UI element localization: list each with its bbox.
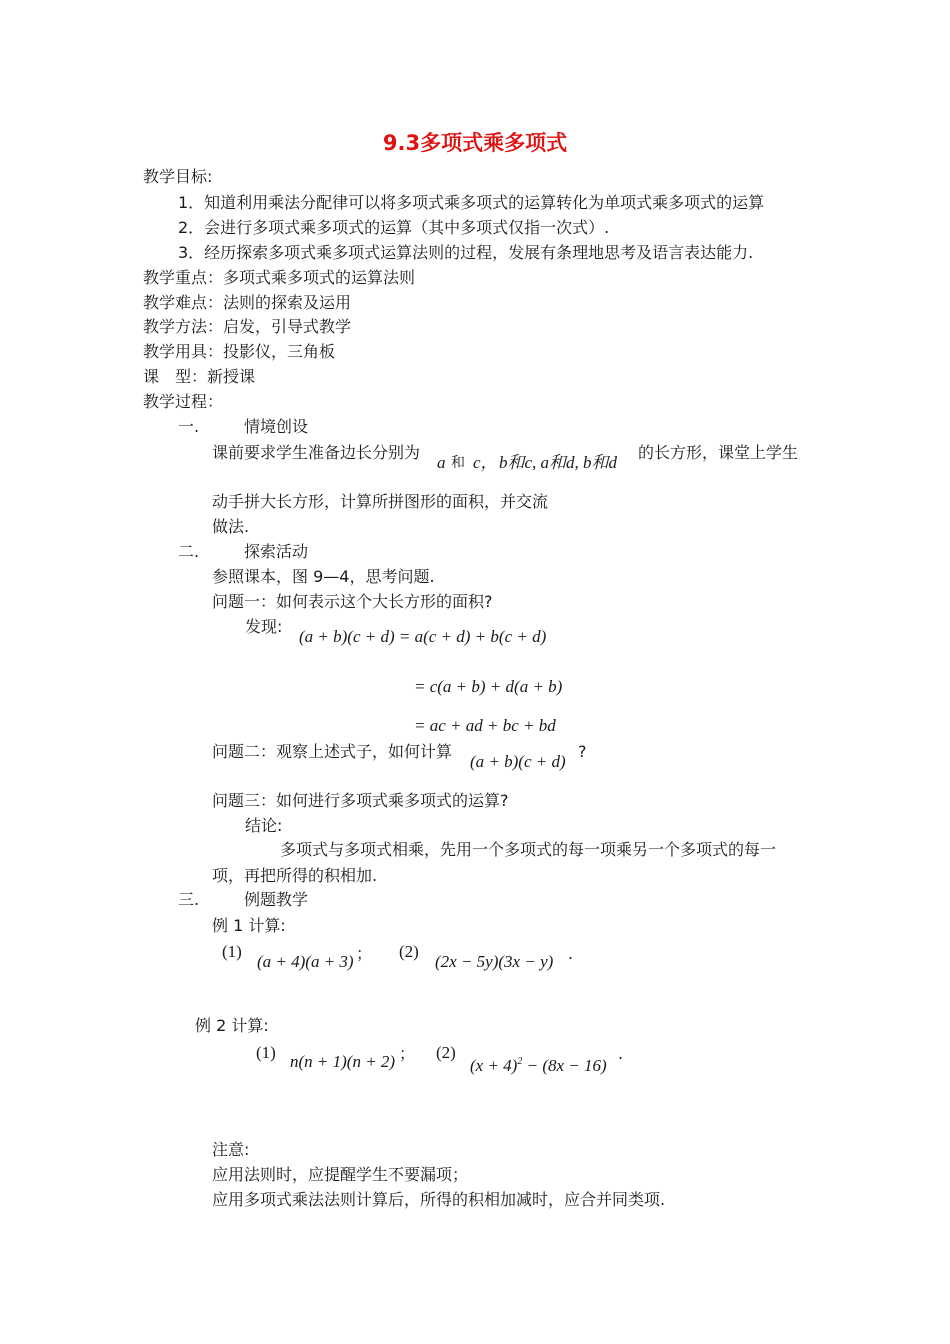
example-2-end: . — [618, 1044, 624, 1063]
example-1-part-2-label: (2) — [399, 942, 419, 961]
conclusion-line-2: 项，再把所得的积相加. — [212, 866, 378, 885]
example-1-expr-2: (2x − 5y)(3x − y) — [435, 952, 554, 971]
question-2-end: ? — [578, 742, 587, 761]
section-1-line-3: 做法. — [212, 517, 250, 536]
lesson-type: 课 型：新授课 — [143, 367, 256, 386]
section-3-title: 例题教学 — [244, 890, 309, 909]
equation-2: = c(a + b) + d(a + b) — [414, 677, 563, 696]
equation-3: = ac + ad + bc + bd — [414, 716, 556, 735]
teaching-method: 教学方法：启发，引导式教学 — [143, 317, 352, 336]
process-heading: 教学过程： — [143, 392, 224, 411]
notes-heading: 注意: — [212, 1140, 250, 1159]
key-point: 教学重点：多项式乘多项式的运算法则 — [143, 268, 416, 287]
section-1-title: 情境创设 — [244, 417, 309, 436]
and-text: 和 — [451, 455, 465, 471]
page-title: 9.3多项式乘多项式 — [382, 131, 568, 155]
example-2-part-2-label: (2) — [436, 1043, 456, 1062]
question-1: 问题一：如何表示这个大长方形的面积? — [212, 592, 493, 611]
example-2-separator: ； — [399, 1044, 416, 1063]
example-2-label: 例 2 计算: — [195, 1016, 269, 1035]
example-1-part-1-label: (1) — [222, 942, 242, 961]
section-3-number: 三. — [178, 890, 200, 909]
teaching-tools: 教学用具：投影仪，三角板 — [143, 342, 336, 361]
objective-3: 3．经历探索多项式乘多项式运算法则的过程，发展有条理地思考及语言表达能力. — [178, 243, 754, 262]
question-3: 问题三：如何进行多项式乘多项式的运算? — [212, 791, 509, 810]
objective-1: 1．知道利用乘法分配律可以将多项式乘多项式的运算转化为单项式乘多项式的运算 — [178, 193, 765, 212]
math-a: a — [437, 453, 446, 472]
section-1-number: 一. — [178, 417, 200, 436]
math-pairs: b和c, a和d, b和d — [499, 453, 618, 472]
section-1-text-b: 的长方形，课堂上学生 — [638, 443, 799, 462]
reference-text: 参照课本，图 9—4，思考问题. — [212, 567, 435, 586]
conclusion-label: 结论: — [245, 816, 283, 835]
objective-2: 2．会进行多项式乘多项式的运算（其中多项式仅指一次式）. — [178, 218, 610, 237]
section-2-title: 探索活动 — [244, 542, 309, 561]
example-1-end: . — [568, 944, 574, 963]
difficulty: 教学难点：法则的探索及运用 — [143, 293, 352, 312]
section-1-text-a: 课前要求学生准备边长分别为 — [212, 443, 421, 462]
conclusion-line-1: 多项式与多项式相乘，先用一个多项式的每一项乘另一个多项式的每一 — [280, 840, 777, 859]
example-1-expr-1: (a + 4)(a + 3) — [257, 952, 354, 971]
example-2-part-1-label: (1) — [256, 1043, 276, 1062]
math-c: c， — [473, 453, 498, 472]
question-2-math: (a + b)(c + d) — [470, 752, 566, 771]
example-2-expr-2: $(x + 4)^2 - (8x - 16)$ — [470, 1056, 607, 1075]
section-2-number: 二. — [178, 542, 200, 561]
notes-line-1: 应用法则时，应提醒学生不要漏项； — [212, 1165, 469, 1184]
objectives-heading: 教学目标: — [143, 167, 213, 186]
equation-1: (a + b)(c + d) = a(c + d) + b(c + d) — [299, 627, 547, 646]
example-1-separator: ； — [356, 944, 373, 963]
question-2: 问题二：观察上述式子，如何计算 — [212, 742, 453, 761]
example-2-expr-1: n(n + 1)(n + 2) — [290, 1052, 396, 1071]
example-1-label: 例 1 计算: — [212, 916, 286, 935]
section-1-line-2: 动手拼大长方形，计算所拼图形的面积，并交流 — [212, 492, 549, 511]
notes-line-2: 应用多项式乘法法则计算后，所得的积相加减时，应合并同类项. — [212, 1190, 666, 1209]
found-label: 发现: — [245, 617, 283, 636]
